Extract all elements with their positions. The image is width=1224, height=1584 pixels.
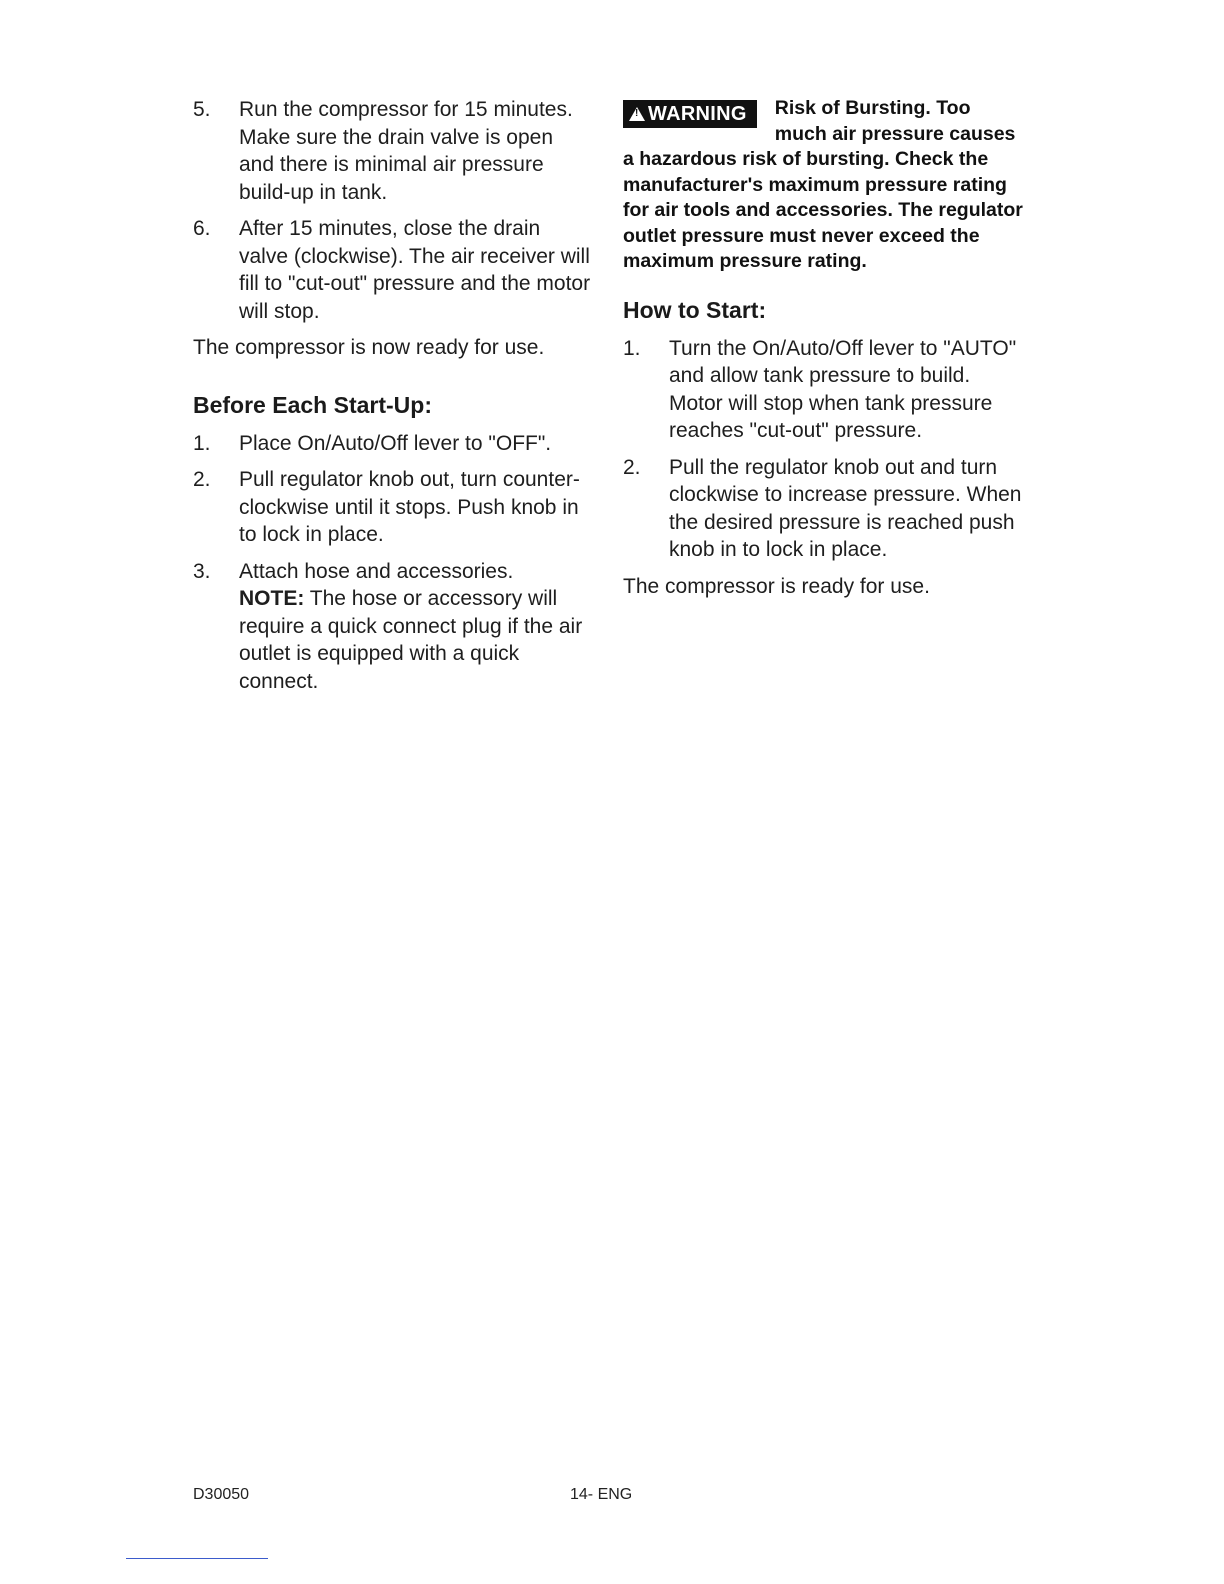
ready-text: The compressor is now ready for use. (193, 336, 545, 359)
footer-model-number: D30050 (193, 1486, 250, 1503)
list-number: 5. (193, 98, 211, 121)
list-text: Place On/Auto/Off lever to "OFF". (239, 431, 552, 455)
list-item (623, 335, 1023, 445)
warning-block (623, 96, 1023, 275)
list-number: 2. (623, 455, 641, 479)
list-number: 1. (193, 431, 211, 455)
list-text-main: Attach hose and accessories. (239, 559, 514, 583)
list-number: 2. (193, 468, 211, 491)
list-number: 6. (193, 217, 211, 240)
list-text: Run the compressor for 15 minutes. Make sure the drain valve is open and there is minimal air pressure build-up in tank. (239, 98, 573, 204)
list-item (193, 96, 593, 206)
warning-triangle-icon (629, 107, 645, 121)
list-item (193, 558, 593, 696)
list-item (623, 454, 1023, 564)
note-text: The hose or accessory will require a quick connect plug if the air outlet is equipped with a quick connect. (239, 587, 583, 693)
footer-page-number: 14- ENG (570, 1486, 633, 1503)
right-column (623, 96, 1023, 609)
list-item (193, 215, 593, 325)
section-heading-how-to-start: How to Start: (623, 296, 767, 323)
list-item (193, 430, 593, 458)
list-text: Pull regulator knob out, turn counter-clockwise until it stops. Push knob in to lock in place. (239, 468, 580, 546)
left-column (193, 96, 593, 704)
list-text (239, 558, 593, 696)
list-text: Turn the On/Auto/Off lever to "AUTO" and allow tank pressure to build. Motor will stop when tank pressure reaches "cut-out" pressure. (669, 336, 1017, 442)
warning-badge (623, 100, 757, 128)
list-text: Pull the regulator knob out and turn clockwise to increase pressure. When the desired pressure is reached push knob in to lock in place. (669, 455, 1022, 561)
bottom-rule (126, 1558, 268, 1559)
note-label: NOTE: (239, 587, 305, 610)
section-heading-before-start: Before Each Start-Up: (193, 391, 432, 418)
warning-badge-label: WARNING (648, 103, 747, 125)
list-number: 3. (193, 559, 211, 583)
list-number: 1. (623, 336, 641, 360)
list-item (193, 466, 593, 549)
warning-text: Risk of Bursting. Too much air pressure causes a hazardous risk of bursting. Check the manufacturer's maximum pressure rating for air tools and accessories. The regulator outlet pressure must never exceed the maximum pressure rating. (623, 97, 1023, 272)
list-text: After 15 minutes, close the drain valve (clockwise). The air receiver will fill to "cut-out" pressure and the motor will stop. (239, 217, 591, 323)
ready-text: The compressor is ready for use. (623, 574, 930, 598)
